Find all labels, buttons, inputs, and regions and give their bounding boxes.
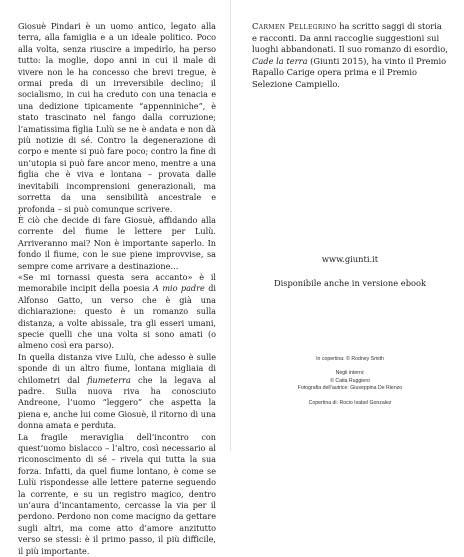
publisher-website: www.giunti.it (321, 254, 379, 264)
credit-spacer-1 (252, 363, 448, 370)
author-bio-text-1: ha scritto saggi di storia e racconti. Da anni raccoglie suggestioni sui luoghi abbandonati. Il suo romanzo di esordio, (252, 21, 448, 55)
poem-incipit-text: «Se mi tornassi questa sera accanto» è il memorabile incipit della poesia (18, 271, 216, 294)
synopsis-paragraph-3 (18, 272, 216, 352)
author-bio (252, 21, 448, 91)
credit-author-photo: Fotografia dell’autrice: Giuseppina De Rienzo (297, 385, 403, 392)
poem-title: A mio padre (153, 283, 205, 294)
fold-line (230, 0, 231, 451)
poem-comment-text: di Alfonso Gatto, un verso che è già una dichiarazione: questo è un romanzo sulla distanza, a volte abissale, tra gli esseri umani, specie quelli che una volta si sono amati (o almeno così era parso). (18, 283, 216, 351)
synopsis-paragraph-1: Giosuè Pindari è un uomo antico, legato alla terra, alla famiglia e a un ideale politico. Poco alla volta, senza riuscire a impedirlo, ha perso tutto: la moglie, dopo anni in cui il male di vivere non le ha concesso che brevi tregue, è ormai preda di un irreversibile declino; il socialismo, in cui ha creduto con una tenacia e una dedizione tipicamente “appenniniche”, è stato trascinato nel fango dalla corruzione; l’amatissima figlia Lulù se ne è andata e non dà più notizie di sé. Contro la degenerazione di corpo e mente si può fare poco; contro la fine di un’utopia si può fare ancor meno, mentre a una figlia che è viva e lontana – provata dalle inevitabili incomprensioni generazionali, ma sorretta da una sensibilità ancestrale e profonda – si può comunque scrivere. (18, 21, 216, 214)
back-flap-author (252, 21, 448, 91)
ebook-note: Disponibile anche in versione ebook (273, 278, 427, 288)
front-flap-synopsis (18, 21, 216, 557)
synopsis-paragraph-4 (18, 352, 216, 432)
author-name: Carmen Pellegrino (252, 21, 337, 31)
andreone-text: che la legava al padre. Sulla nuova riva ha conosciuto Andreone, l’uomo “leggero” che aspetta la piena e, anche lui come Giosuè, il ritorno di una donna amata e perduta. (18, 374, 216, 431)
credit-spacer-2 (252, 393, 448, 400)
credit-design: Copertina di: Rocio Isabel Gonzalez (308, 399, 392, 406)
image-credits (252, 356, 448, 407)
author-bio-text-2: (Giunti 2015), ha vinto il Premio Rapallo Carige opera prima e il Premio Selezione Campiello. (252, 55, 447, 89)
synopsis-paragraph-5: La fragile meraviglia dell’incontro con quest’uomo bislacco – l’altro, così necessario al riconoscimento di sé – rivela qui tutta la sua forza. Infatti, da quel fiume lontano, è come se Lulù rispondesse alle lettere paterne seguendo la corrente, e su un registro magico, dentro un’aura d’incantamento, cercasse la via per il perdono. Perdono non come macigno da gettare sugli altri, ma come atto d’amore anzitutto verso se stessi: è il primo passo, il più difficile, il più importante. (18, 431, 216, 556)
previous-novel-title: Cade la terra (252, 55, 308, 66)
credit-inner-photo: © Catia Ruggiero (330, 377, 370, 384)
synopsis-paragraph-2: È ciò che decide di fare Giosuè, affidando alla corrente del fiume le lettere per Lulù. Arriveranno mai? Non è importante saperlo. In fondo il fiume, con le sue piene improvvise, sa sempre come arrivare a destinazione… (18, 214, 216, 271)
distance-text: In quella distanza vive Lulù, che adesso è sulle sponde di un altro fiume, lontana migliaia di chilometri dal (18, 351, 216, 385)
credit-inner-label: Negli interni: (335, 370, 365, 377)
credit-cover: In copertina: © Rodney Smith (316, 356, 384, 362)
fiumeterra-word: fiumeterra (87, 374, 131, 385)
